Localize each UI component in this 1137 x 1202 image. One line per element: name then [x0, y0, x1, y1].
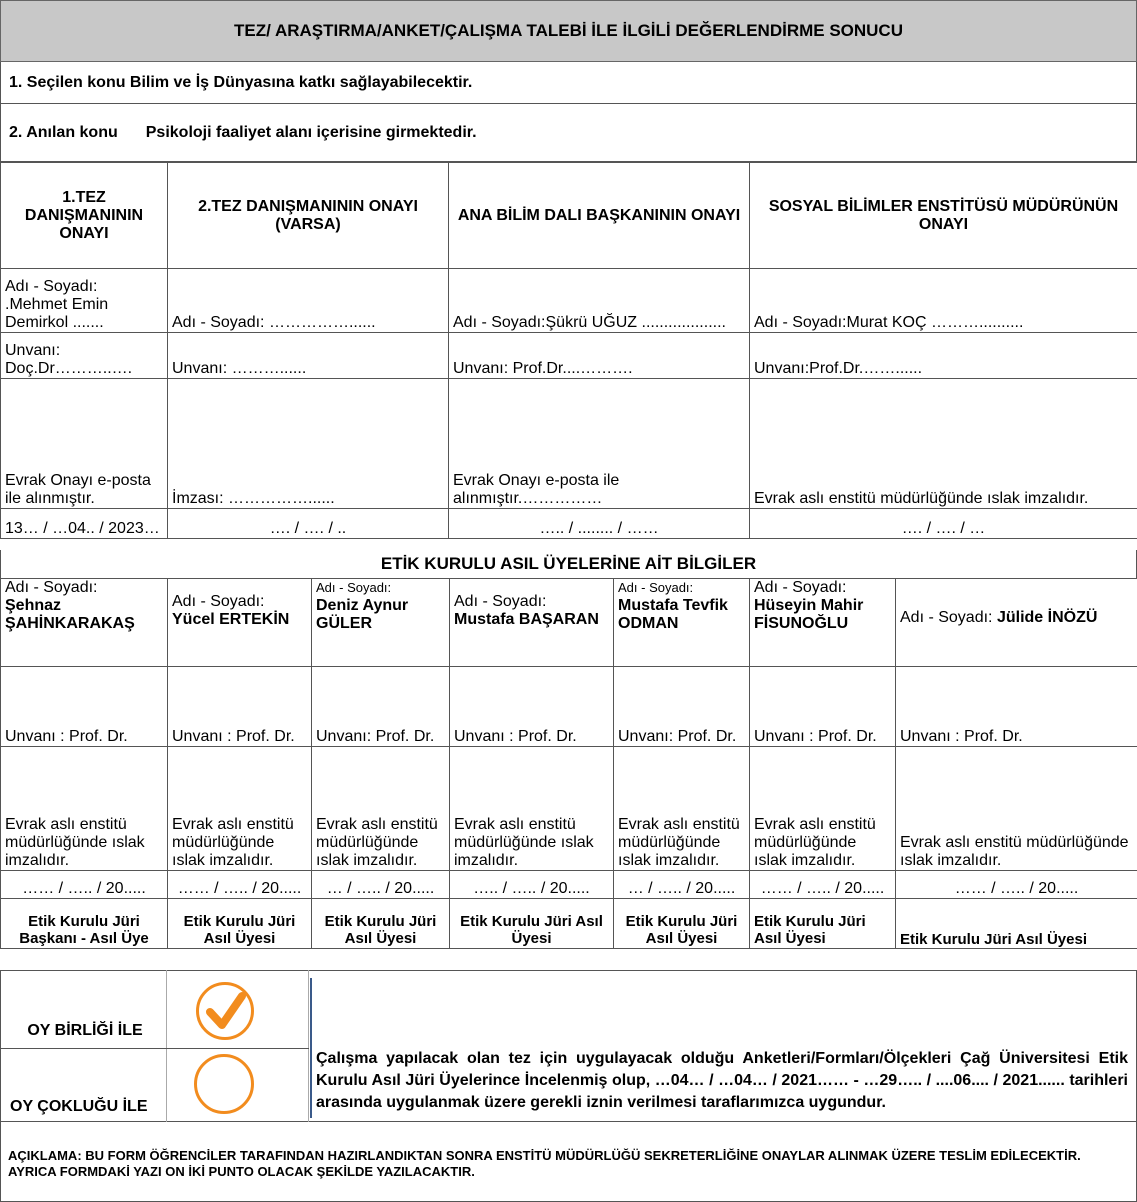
footer-line-1: AÇIKLAMA: BU FORM ÖĞRENCİLER TARAFINDAN HAZIRLANDIKTAN SONRA ENSTİTÜ MÜDÜRLÜĞÜ SEKRETERLİĞİNE ONAYLAR ALINMAK ÜZERE TESLİM EDİLECEKTİR.: [8, 1148, 1081, 1163]
approval-header-department: ANA BİLİM DALI BAŞKANININ ONAYI: [449, 163, 750, 269]
member-date: …… / ….. / 20.....: [168, 871, 312, 899]
approval-title-2: Unvanı: ………......: [168, 333, 449, 379]
member-name: Hüseyin Mahir FİSUNOĞLU: [754, 596, 864, 632]
member-title: Unvanı: Prof. Dr.: [614, 667, 750, 747]
member-name: Jülide İNÖZÜ: [996, 609, 1098, 626]
member-name-label: Adı - Soyadı:: [172, 593, 265, 610]
member-date: …… / ….. / 20.....: [896, 871, 1137, 899]
vote-unanimous-radio[interactable]: [196, 982, 254, 1040]
approval-name-3: Adı - Soyadı:Şükrü UĞUZ ...................: [449, 269, 750, 333]
footer-line-2: AYRICA FORMDAKİ YAZI ON İKİ PUNTO OLACAK ŞEKİLDE YAZILACAKTIR.: [8, 1164, 475, 1179]
approval-title-1: Unvanı: Doç.Dr………..….: [1, 333, 168, 379]
member-cell-3: [312, 579, 450, 667]
member-role: Etik Kurulu Jüri Asıl Üyesi: [896, 899, 1137, 949]
vote-row-divider: [0, 1048, 309, 1049]
member-date: ….. / ….. / 20.....: [450, 871, 614, 899]
member-name-label: Adı - Soyadı:: [5, 579, 98, 596]
member-signature-note: Evrak aslı enstitü müdürlüğünde ıslak imzalıdır.: [450, 747, 614, 871]
member-date: … / ….. / 20.....: [614, 871, 750, 899]
member-name-label: Adı - Soyadı:: [316, 580, 392, 595]
footer-note: [8, 1148, 1133, 1180]
member-name-label: Adı - Soyadı:: [900, 609, 993, 626]
member-name: Mustafa BAŞARAN: [454, 611, 599, 628]
member-title: Unvanı : Prof. Dr.: [896, 667, 1137, 747]
member-name-label: Adı - Soyadı:: [754, 579, 847, 596]
member-role: Etik Kurulu Jüri Asıl Üyesi: [750, 899, 896, 949]
vote-unanimous-label: OY BİRLİĞİ İLE: [27, 1022, 143, 1039]
member-title: Unvanı: Prof. Dr.: [312, 667, 450, 747]
member-role: Etik Kurulu Jüri Asıl Üyesi: [312, 899, 450, 949]
vote-majority-label: OY ÇOKLUĞU İLE: [10, 1098, 148, 1115]
member-date: … / ….. / 20.....: [312, 871, 450, 899]
approval-signature-2: İmzası: ……………......: [168, 379, 449, 509]
member-title: Unvanı : Prof. Dr.: [1, 667, 168, 747]
member-date: …… / ….. / 20.....: [750, 871, 896, 899]
vote-divider: [310, 978, 312, 1118]
statement-line-1: 1. Seçilen konu Bilim ve İş Dünyasına katkı sağlayabilecektir.: [0, 62, 1137, 104]
approval-signature-1: Evrak Onayı e-posta ile alınmıştır.: [1, 379, 168, 509]
statement-line-2: [0, 104, 1137, 162]
member-cell-1: [1, 579, 168, 667]
member-name-label: Adı - Soyadı:: [454, 593, 547, 610]
approval-title-4: Unvanı:Prof.Dr.……......: [750, 333, 1137, 379]
member-name: Şehnaz ŞAHİNKARAKAŞ: [5, 597, 135, 632]
member-role: Etik Kurulu Jüri Asıl Üyesi: [450, 899, 614, 949]
approval-signature-4: Evrak aslı enstitü müdürlüğünde ıslak imzalıdır.: [750, 379, 1137, 509]
member-signature-note: Evrak aslı enstitü müdürlüğünde ıslak imzalıdır.: [312, 747, 450, 871]
member-signature-note: Evrak aslı enstitü müdürlüğünde ıslak imzalıdır.: [614, 747, 750, 871]
member-signature-note: Evrak aslı enstitü müdürlüğünde ıslak imzalıdır.: [1, 747, 168, 871]
member-role: Etik Kurulu Jüri Asıl Üyesi: [168, 899, 312, 949]
member-name-label: Adı - Soyadı:: [618, 580, 694, 595]
member-date: …… / ….. / 20.....: [1, 871, 168, 899]
checkmark-icon: [196, 982, 254, 1040]
line2-rest: Psikoloji faaliyet alanı içerisine girmektedir.: [145, 123, 477, 141]
approval-date-3: ….. / ........ / ……: [449, 509, 750, 539]
line2-prefix: 2. Anılan konu: [9, 123, 118, 141]
approval-name-1: Adı - Soyadı: .Mehmet Emin Demirkol .......: [1, 269, 168, 333]
member-name: Mustafa Tevfik ODMAN: [618, 596, 728, 632]
member-role: Etik Kurulu Jüri Başkanı - Asıl Üye: [1, 899, 168, 949]
approval-name-2: Adı - Soyadı: ……………......: [168, 269, 449, 333]
member-role: Etik Kurulu Jüri Asıl Üyesi: [614, 899, 750, 949]
ethics-members-table: [0, 578, 1137, 949]
approval-signature-3: Evrak Onayı e-posta ile alınmıştır.……………: [449, 379, 750, 509]
approval-header-advisor-1: 1.TEZ DANIŞMANININ ONAYI: [1, 163, 168, 269]
member-name: Deniz Aynur GÜLER: [316, 596, 409, 632]
approval-name-4: Adı - Soyadı:Murat KOÇ ………..........: [750, 269, 1137, 333]
member-signature-note: Evrak aslı enstitü müdürlüğünde ıslak imzalıdır.: [168, 747, 312, 871]
approval-date-4: …. / …. / …: [750, 509, 1137, 539]
approvals-table: [0, 162, 1137, 539]
member-cell-5: [614, 579, 750, 667]
member-title: Unvanı : Prof. Dr.: [168, 667, 312, 747]
member-cell-6: [750, 579, 896, 667]
member-title: Unvanı : Prof. Dr.: [750, 667, 896, 747]
approval-date-1: 13… / …04.. / 2023…: [1, 509, 168, 539]
member-signature-note: Evrak aslı enstitü müdürlüğünde ıslak imzalıdır.: [896, 747, 1137, 871]
approval-header-advisor-2: 2.TEZ DANIŞMANININ ONAYI (VARSA): [168, 163, 449, 269]
approval-title-3: Unvanı: Prof.Dr....……….: [449, 333, 750, 379]
member-signature-note: Evrak aslı enstitü müdürlüğünde ıslak imzalıdır.: [750, 747, 896, 871]
vote-majority-radio[interactable]: [194, 1054, 254, 1114]
member-name: Yücel ERTEKİN: [172, 611, 290, 628]
member-cell-4: [450, 579, 614, 667]
approval-header-institute: SOSYAL BİLİMLER ENSTİTÜSÜ MÜDÜRÜNÜN ONAYI: [750, 163, 1137, 269]
member-cell-7: [896, 579, 1137, 667]
member-title: Unvanı : Prof. Dr.: [450, 667, 614, 747]
form-title: TEZ/ ARAŞTIRMA/ANKET/ÇALIŞMA TALEBİ İLE İLGİLİ DEĞERLENDİRME SONUCU: [0, 0, 1137, 62]
member-cell-2: [168, 579, 312, 667]
approval-date-2: …. / …. / ..: [168, 509, 449, 539]
ethics-heading: ETİK KURULU ASIL ÜYELERİNE AİT BİLGİLER: [0, 550, 1137, 578]
vote-statement: Çalışma yapılacak olan tez için uygulayacak olduğu Anketleri/Formları/Ölçekleri Çağ Üniversitesi Etik Kurulu Asıl Jüri Üyelerince İncelenmiş olup, …04… / …04… / 2021…… - …29….. / ....06.... / 2021...... tarihleri arasında uygulanmak üzere gerekli iznin verilmesi taraflarımızca uygundur.: [316, 1050, 1128, 1111]
